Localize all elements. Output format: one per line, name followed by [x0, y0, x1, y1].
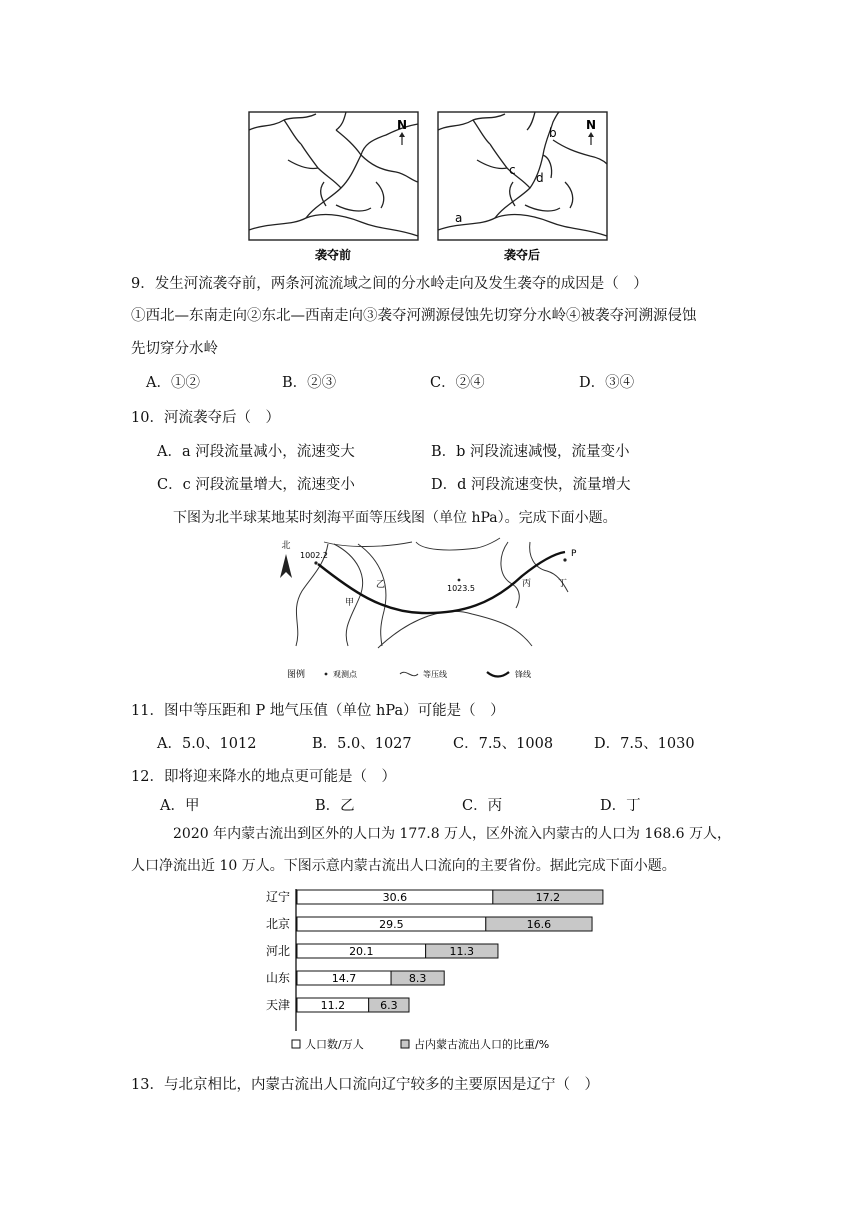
q10-option-c[interactable]: C．c 河段流量增大，流速变小: [157, 477, 355, 493]
legend-series-1: 人口数/万人: [305, 1038, 364, 1051]
q9-stem: 9．发生河流袭夺前，两条河流流域之间的分水岭走向及发生袭夺的成因是（ ）: [131, 276, 648, 292]
q9-statements-line1: ①西北—东南走向②东北—西南走向③袭夺河溯源侵蚀先切穿分水岭④被袭夺河溯源侵蚀: [131, 308, 697, 324]
q9-option-a[interactable]: A．①②: [146, 375, 200, 391]
q11-option-b[interactable]: B．5.0、1027: [312, 736, 412, 752]
category-label: 山东: [265, 971, 290, 985]
q10-stem: 10．河流袭夺后（ ）: [131, 410, 280, 426]
point-p-label: P: [571, 549, 577, 559]
obs-point: [458, 579, 461, 582]
legend-obs-point: 观测点: [333, 670, 357, 679]
q11-option-a[interactable]: A．5.0、1012: [157, 736, 257, 752]
q11-stem: 11．图中等压距和 P 地气压值（单位 hPa）可能是（ ）: [131, 703, 505, 719]
q11-option-d[interactable]: D．7.5、1030: [594, 736, 695, 752]
bar-value-label: 8.3: [408, 972, 427, 985]
q10-option-a[interactable]: A．a 河段流量减小，流速变大: [157, 444, 355, 460]
place-yi: 乙: [376, 580, 386, 590]
river-map-before: [249, 112, 418, 262]
bar-value-label: 30.6: [382, 891, 408, 904]
q12-option-a[interactable]: A．甲: [160, 798, 200, 814]
q12-option-c[interactable]: C．丙: [462, 798, 503, 814]
q10-option-b[interactable]: B．b 河段流速减慢，流量变小: [431, 444, 630, 460]
bar-value-label: 14.7: [331, 972, 357, 985]
q10-option-d[interactable]: D．d 河段流速变快，流量增大: [431, 477, 631, 493]
caption-before: 袭夺前: [314, 248, 352, 262]
isobar: [378, 611, 532, 648]
north-label-map: 北: [281, 541, 291, 551]
bar-value-label: 11.2: [320, 999, 346, 1012]
intro-migration-line1: 2020 年内蒙古流出到区外的人口为 177.8 万人，区外流入内蒙古的人口为 168.6 万人，: [173, 826, 732, 842]
low-value-label: 1002.2: [300, 551, 328, 560]
pressure-map: [272, 536, 602, 684]
migration-bar-chart: [256, 886, 616, 1058]
obs-point: [314, 561, 317, 564]
north-label-before: N: [396, 118, 408, 132]
category-label: 北京: [265, 917, 290, 931]
river-capture-figure: [246, 110, 610, 264]
intro-pressure: 下图为北半球某地某时刻海平面等压线图（单位 hPa）。完成下面小题。: [173, 510, 617, 526]
north-label-after: N: [585, 118, 597, 132]
place-ding: 丁: [558, 579, 568, 589]
q11-option-c[interactable]: C．7.5、1008: [453, 736, 554, 752]
q12-option-d[interactable]: D．丁: [600, 798, 641, 814]
segment-c-label: c: [509, 163, 516, 177]
bar-value-label: 11.3: [449, 945, 475, 958]
north-arrow-icon: [280, 554, 292, 578]
q9-option-c[interactable]: C．②④: [430, 375, 485, 391]
legend-front: 锋线: [515, 670, 531, 679]
river-map-after: [438, 112, 607, 262]
q13-stem: 13．与北京相比，内蒙古流出人口流向辽宁较多的主要原因是辽宁（ ）: [131, 1077, 599, 1093]
bar-value-label: 20.1: [349, 945, 374, 958]
q9-option-b[interactable]: B．②③: [282, 375, 337, 391]
legend-isobar: 等压线: [423, 670, 447, 679]
category-label: 辽宁: [265, 890, 290, 904]
chart-legend: [292, 1037, 549, 1051]
intro-migration-line2: 人口净流出近 10 万人。下图示意内蒙古流出人口流向的主要省份。据此完成下面小题。: [131, 858, 676, 874]
q9-option-d[interactable]: D．③④: [579, 375, 635, 391]
category-label: 河北: [265, 944, 290, 958]
segment-d-label: d: [536, 171, 544, 185]
q12-stem: 12．即将迎来降水的地点更可能是（ ）: [131, 769, 396, 785]
obs-point-p: [563, 558, 566, 561]
high-value-label: 1023.5: [447, 584, 475, 593]
isobar: [334, 544, 363, 646]
caption-after: 袭夺后: [503, 248, 541, 262]
place-bing: 丙: [522, 579, 532, 589]
category-label: 天津: [265, 998, 290, 1012]
place-jia: 甲: [345, 598, 355, 608]
segment-a-label: a: [455, 211, 463, 225]
segment-b-label: b: [549, 126, 557, 140]
bar-value-label: 6.3: [380, 999, 398, 1012]
legend-title: 图例: [287, 670, 306, 680]
isobar: [501, 542, 519, 608]
bar-value-label: 17.2: [535, 891, 561, 904]
map-legend: [287, 668, 531, 680]
q9-statements-line2: 先切穿分水岭: [131, 341, 218, 357]
q12-option-b[interactable]: B．乙: [315, 798, 355, 814]
legend-series-2: 占内蒙古流出人口的比重/%: [414, 1038, 550, 1051]
bar-value-label: 29.5: [379, 918, 404, 931]
bar-value-label: 16.6: [526, 918, 552, 931]
